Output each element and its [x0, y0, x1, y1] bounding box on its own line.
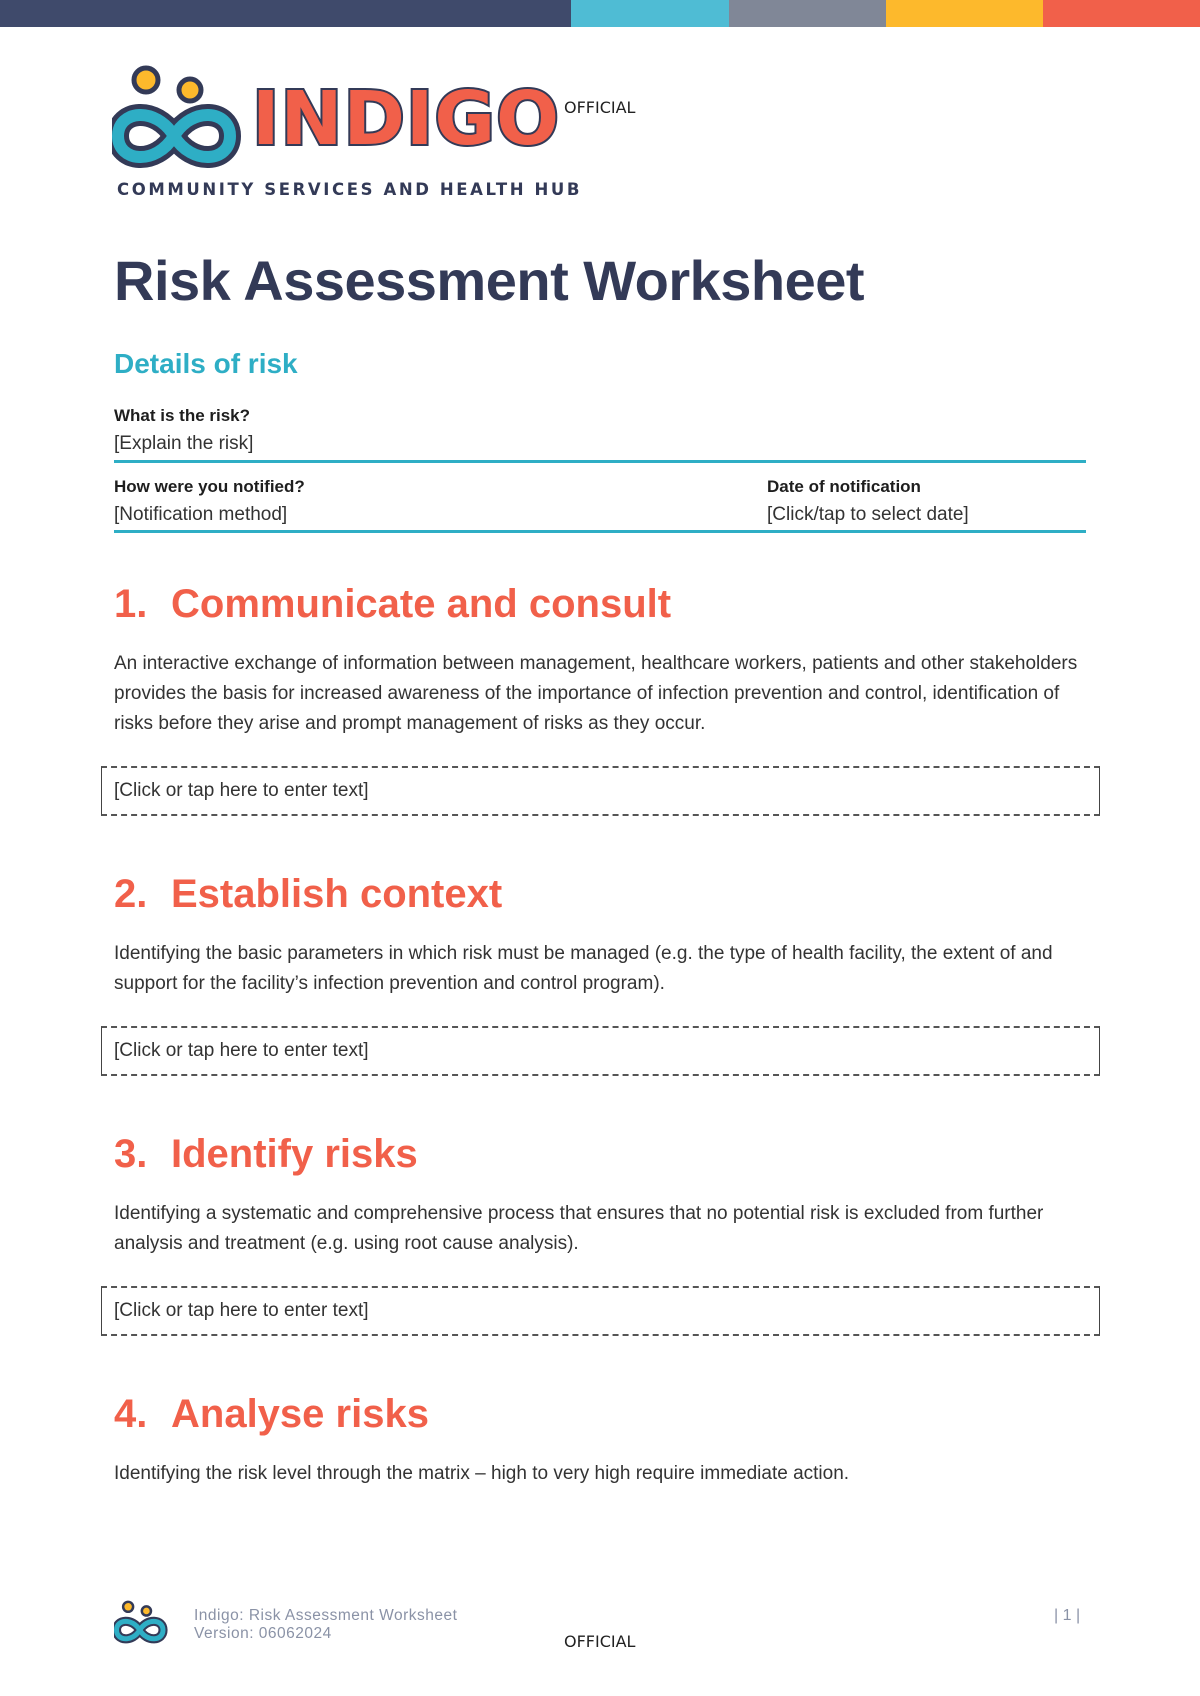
text-input-placeholder: [Click or tap here to enter text] [114, 1300, 369, 1321]
footer-version: Version: 06062024 [194, 1625, 332, 1642]
brand-wordmark: INDIGO [252, 76, 561, 162]
footer-doc-info [194, 1607, 457, 1643]
date-label: Date of notification [767, 477, 921, 496]
step-description: Identifying the basic parameters in which risk must be managed (e.g. the type of health facility, the extent of and support for the facility’s infection prevention and control program). [114, 943, 1053, 994]
footer-logo-icon [114, 1600, 168, 1651]
step-number: 4. [114, 1392, 148, 1436]
text-input-placeholder: [Click or tap here to enter text] [114, 780, 369, 801]
date-picker-input[interactable]: [Click/tap to select date] [767, 504, 969, 525]
top-color-bar [0, 0, 1200, 27]
step-title: Communicate and consult [171, 582, 672, 626]
step-description: Identifying a systematic and comprehensive process that ensures that no potential risk is excluded from further analysis and treatment (e.g. using root cause analysis). [114, 1203, 1044, 1254]
step-text-input[interactable] [101, 766, 1100, 816]
step-heading [114, 1392, 429, 1437]
divider [114, 460, 1086, 463]
step-number: 1. [114, 582, 148, 626]
notified-field[interactable] [114, 477, 714, 526]
infinity-people-icon [112, 64, 242, 174]
bar-segment-grey [729, 0, 886, 27]
text-input-placeholder: [Click or tap here to enter text] [114, 1040, 369, 1061]
risk-field[interactable] [114, 406, 1074, 455]
date-field[interactable] [767, 477, 1087, 526]
step-heading [114, 582, 671, 627]
details-heading: Details of risk [114, 348, 298, 379]
risk-label: What is the risk? [114, 406, 251, 425]
divider [114, 530, 1086, 533]
page-number: | 1 | [1054, 1607, 1081, 1624]
risk-input[interactable]: [Explain the risk] [114, 433, 254, 454]
step-description: Identifying the risk level through the matrix – high to very high require immediate action. [114, 1463, 850, 1484]
bar-segment-navy [0, 0, 571, 27]
bar-segment-teal [571, 0, 729, 27]
classification-label-bottom: OFFICIAL [564, 1632, 636, 1651]
step-title: Identify risks [171, 1132, 418, 1176]
brand-logo [112, 64, 582, 204]
classification-label-top: OFFICIAL [564, 98, 636, 117]
step-heading [114, 872, 502, 917]
step-heading [114, 1132, 418, 1177]
notification-method-input[interactable]: [Notification method] [114, 504, 288, 525]
step-title: Analyse risks [171, 1392, 429, 1436]
brand-tagline: COMMUNITY SERVICES AND HEALTH HUB [117, 180, 583, 199]
page-title: Risk Assessment Worksheet [114, 249, 865, 312]
bar-segment-amber [886, 0, 1043, 27]
step-description: An interactive exchange of information between management, healthcare workers, patients and other stakeholders provides the basis for increased awareness of the importance of infection prevention and control, identification of risks before they arise and prompt management of risks as they occur. [114, 653, 1078, 734]
step-number: 3. [114, 1132, 148, 1176]
footer-doc-name: Indigo: Risk Assessment Worksheet [194, 1607, 458, 1624]
step-text-input[interactable] [101, 1286, 1100, 1336]
step-text-input[interactable] [101, 1026, 1100, 1076]
bar-segment-coral [1043, 0, 1200, 27]
step-title: Establish context [171, 872, 503, 916]
step-number: 2. [114, 872, 148, 916]
notified-label: How were you notified? [114, 477, 305, 496]
